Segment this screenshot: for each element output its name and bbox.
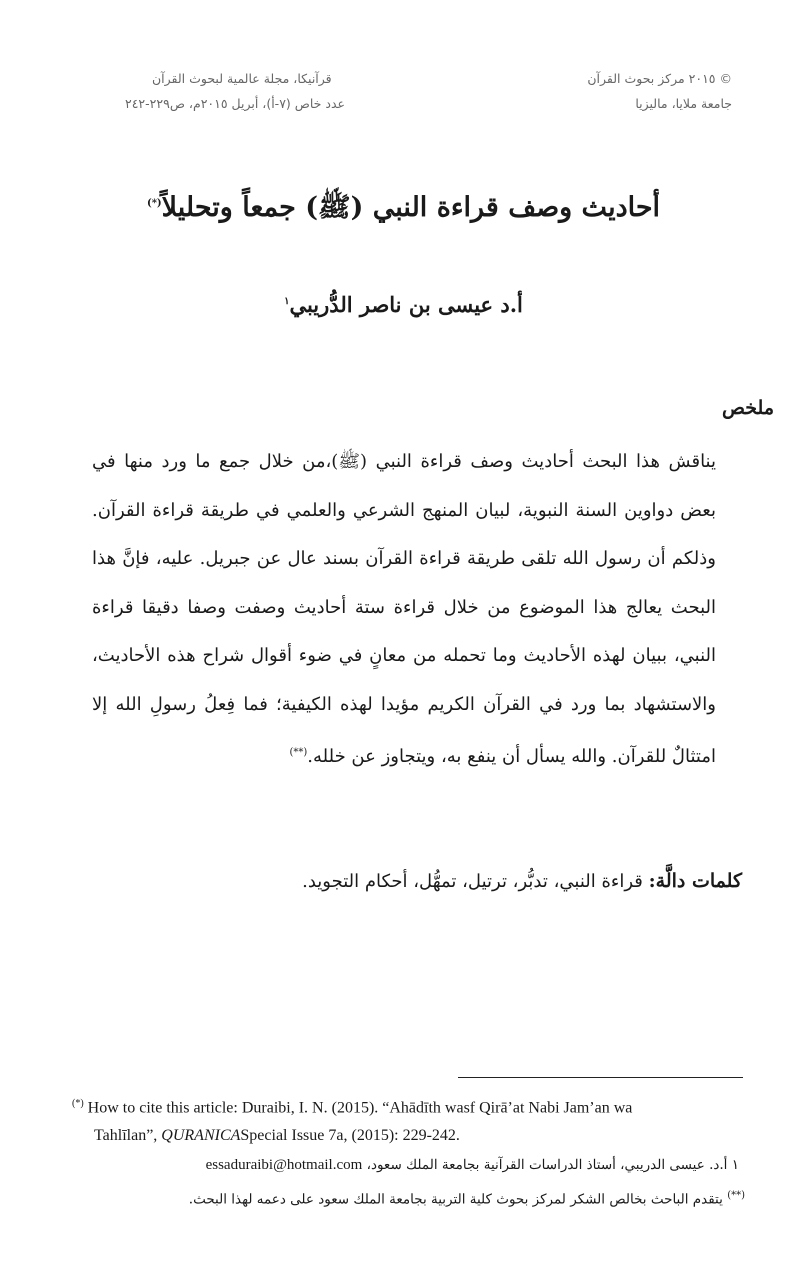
- author-line: [0, 292, 807, 317]
- acknowledgement-footnote: [189, 1190, 745, 1208]
- citation-mark: (*): [72, 1098, 84, 1109]
- abstract-text: يناقش هذا البحث أحاديث وصف قراءة النبي (ﷺ)،من خلال جمع ما ورد منها في بعض دواوين السنة النبوية، لبيان المنهج الشرعي والعلمي في طريقة قراءة القرآن. وذلكم أن رسول الله تلقى طريقة قراءة القرآن بسند عال عن جبريل. عليه، فإنَّ هذا البحث يعالج هذا الموضوع من خلال قراءة ستة أحاديث وصفت وصفا دقيقا قراءة النبي، ببيان لهذه الأحاديث وما تحمله من معانٍ في ضوء أقوال شراح هذه الأحاديث، والاستشهاد بما ورد في القرآن الكريم مؤيدا لهذه الكيفية؛ فما فِعلُ رسولِ الله إلا امتثالٌ للقرآن. والله يسأل أن ينفع به، ويتجاوز عن خلله.: [92, 451, 716, 767]
- keywords-text: قراءة النبي، تدبُّر، ترتيل، تمهُّل، أحكام التجويد.: [302, 871, 643, 892]
- keywords: [302, 870, 742, 892]
- citation-line-2: Tahlīlan”,: [94, 1127, 158, 1144]
- citation-footnote-cont: [94, 1127, 460, 1145]
- title-footnote-mark: (*): [146, 198, 162, 209]
- author-footnote-number: ١: [731, 1157, 739, 1173]
- acknowledgement-text: يتقدم الباحث بخالص الشكر لمركز بحوث كلية التربية بجامعة الملك سعود على دعمه لهذا البحث.: [188, 1191, 723, 1208]
- journal-title: QURANICA: [161, 1127, 241, 1144]
- abstract-footnote-mark: (**): [289, 747, 308, 758]
- abstract-heading: ملخص: [721, 397, 774, 419]
- keywords-label: كلمات دالَّة:: [648, 870, 742, 892]
- citation-line-1: How to cite this article: Duraibi, I. N. (2015). “Ahādīth wasf Qirā’at Nabi Jam’an wa: [87, 1099, 633, 1117]
- author-footnote-mark: ١: [284, 296, 290, 307]
- author-footnote: [206, 1157, 739, 1174]
- citation-details: Special Issue 7a, (2015): 229-242.: [240, 1127, 460, 1144]
- article-title: [0, 190, 807, 230]
- footnote-divider: [458, 1077, 743, 1078]
- acknowledgement-mark: (**): [727, 1190, 745, 1201]
- journal-name: قرآنيكا، مجلة عالمية لبحوث القرآن: [152, 71, 332, 86]
- author-footnote-text: أ.د. عيسى الدريبي، أستاذ الدراسات القرآنية بجامعة الملك سعود،: [366, 1157, 728, 1173]
- publisher-location: جامعة ملايا، ماليزيا: [635, 96, 732, 111]
- issue-info: عدد خاص (٧-أ)، أبريل ٢٠١٥م، ص٢٢٩-٢٤٢: [125, 96, 345, 111]
- author-name: أ.د عيسى بن ناصر الدُّريبي: [289, 292, 523, 317]
- article-title-text: أحاديث وصف قراءة النبي (ﷺ) جمعاً وتحليلاً: [161, 192, 661, 223]
- copyright-line: © ٢٠١٥ مركز بحوث القرآن: [587, 71, 732, 86]
- citation-footnote: [72, 1098, 632, 1117]
- author-email: essaduraibi@hotmail.com: [205, 1157, 363, 1173]
- abstract-body: [92, 438, 716, 782]
